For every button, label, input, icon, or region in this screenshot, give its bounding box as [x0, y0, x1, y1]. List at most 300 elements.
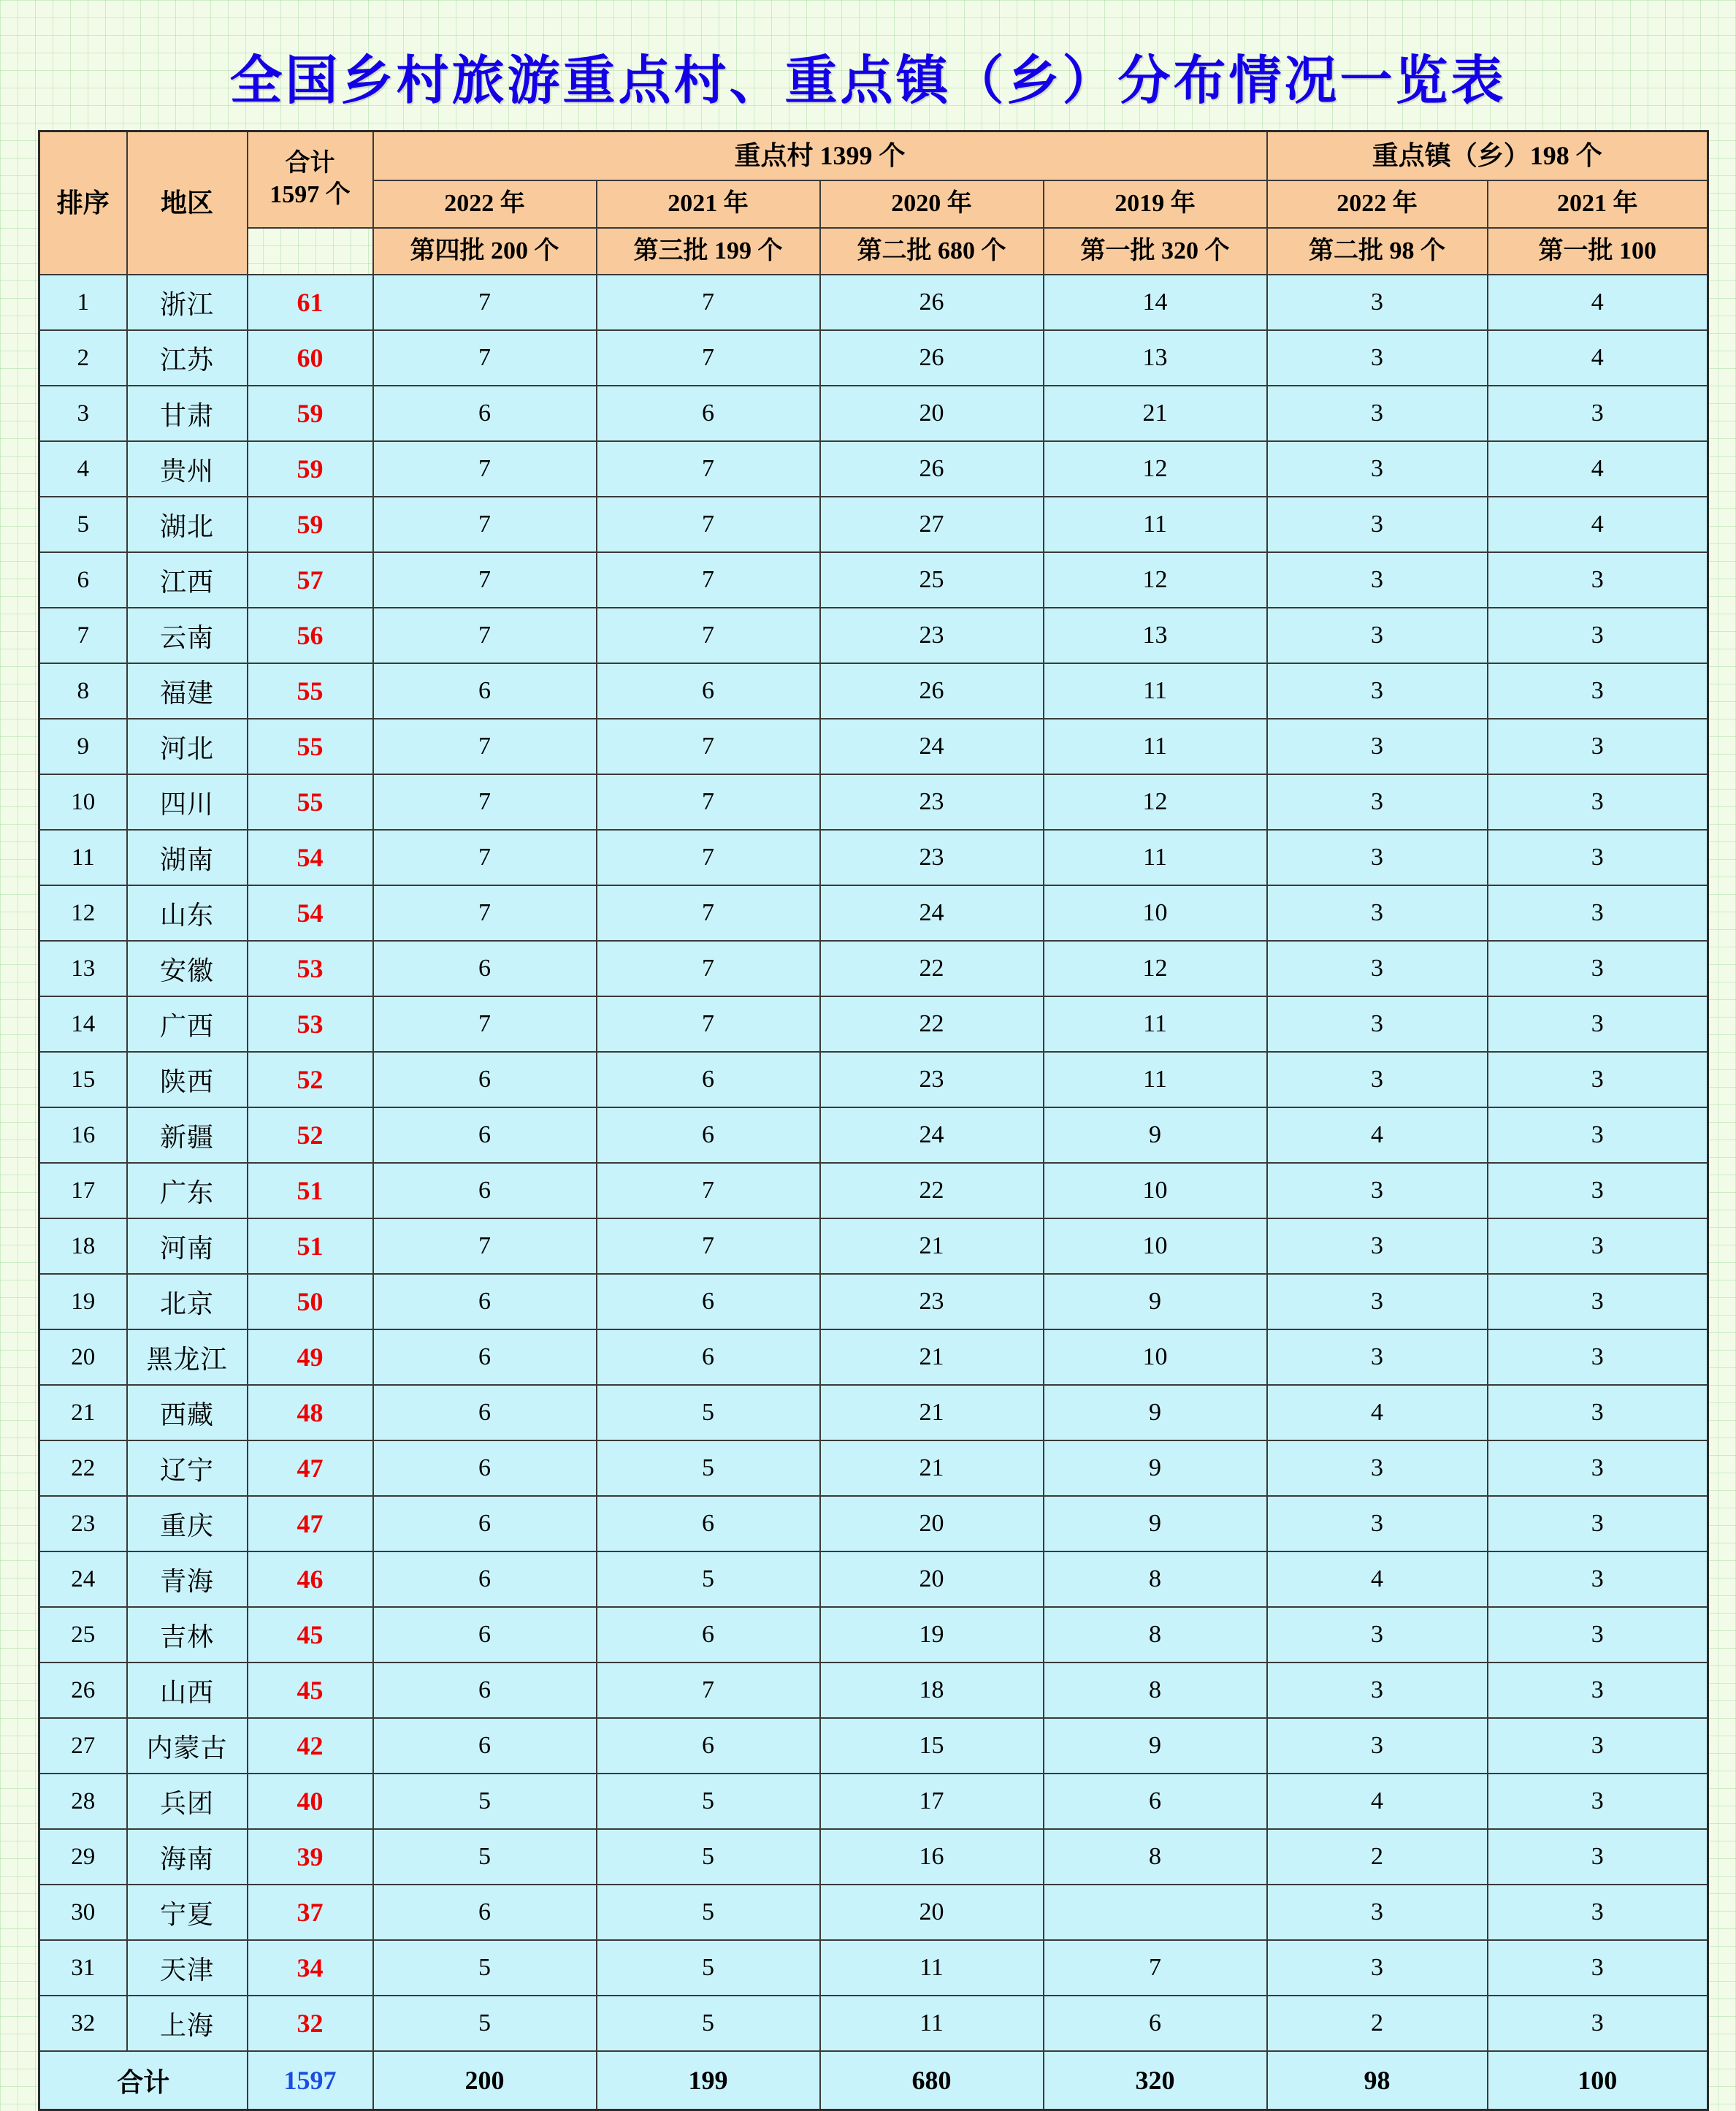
row-value-4: 4 — [1267, 1551, 1488, 1607]
row-index: 15 — [39, 1052, 127, 1107]
row-value-0: 7 — [373, 885, 597, 941]
row-value-2: 23 — [820, 1052, 1044, 1107]
footer-value-1: 199 — [597, 2051, 820, 2110]
row-value-5: 3 — [1488, 1440, 1708, 1496]
footer-row — [39, 2051, 1708, 2110]
row-index: 16 — [39, 1107, 127, 1163]
row-value-4: 3 — [1267, 552, 1488, 608]
row-value-2: 20 — [820, 1551, 1044, 1607]
header-year-2: 2020 年 — [820, 180, 1044, 228]
row-value-0: 6 — [373, 1440, 597, 1496]
row-value-3: 11 — [1044, 996, 1267, 1052]
row-value-0: 6 — [373, 1163, 597, 1218]
row-value-4: 3 — [1267, 830, 1488, 885]
row-value-5: 3 — [1488, 1940, 1708, 1996]
header-total-line2: 1597 个 — [269, 180, 351, 208]
row-value-2: 24 — [820, 719, 1044, 774]
header-total — [248, 131, 373, 228]
header-year-0: 2022 年 — [373, 180, 597, 228]
row-region: 山东 — [127, 885, 248, 941]
row-value-3: 13 — [1044, 608, 1267, 663]
row-value-2: 23 — [820, 774, 1044, 830]
row-value-1: 5 — [597, 1551, 820, 1607]
row-value-5: 3 — [1488, 1385, 1708, 1440]
row-region: 湖北 — [127, 497, 248, 552]
row-value-4: 3 — [1267, 275, 1488, 330]
header-batch-1: 第三批 199 个 — [597, 228, 820, 275]
row-value-5: 3 — [1488, 1718, 1708, 1774]
row-value-1: 6 — [597, 663, 820, 719]
row-value-0: 6 — [373, 1551, 597, 1607]
row-value-1: 5 — [597, 1829, 820, 1885]
row-total: 54 — [248, 885, 373, 941]
row-index: 20 — [39, 1329, 127, 1385]
row-index: 29 — [39, 1829, 127, 1885]
row-value-4: 3 — [1267, 1607, 1488, 1663]
row-value-4: 4 — [1267, 1107, 1488, 1163]
row-total: 37 — [248, 1885, 373, 1940]
row-index: 18 — [39, 1218, 127, 1274]
row-region: 广西 — [127, 996, 248, 1052]
row-value-4: 4 — [1267, 1385, 1488, 1440]
row-value-5: 3 — [1488, 1163, 1708, 1218]
footer-value-0: 200 — [373, 2051, 597, 2110]
table-row — [39, 1496, 1708, 1551]
row-total: 57 — [248, 552, 373, 608]
header-row-3 — [39, 228, 1708, 275]
row-region: 辽宁 — [127, 1440, 248, 1496]
row-index: 25 — [39, 1607, 127, 1663]
row-value-5: 3 — [1488, 830, 1708, 885]
row-value-1: 7 — [597, 941, 820, 996]
row-value-0: 6 — [373, 941, 597, 996]
row-value-5: 3 — [1488, 1829, 1708, 1885]
header-batch-3: 第一批 320 个 — [1044, 228, 1267, 275]
row-index: 27 — [39, 1718, 127, 1774]
row-region: 湖南 — [127, 830, 248, 885]
row-value-2: 25 — [820, 552, 1044, 608]
row-region: 海南 — [127, 1829, 248, 1885]
header-year-3: 2019 年 — [1044, 180, 1267, 228]
row-region: 江苏 — [127, 330, 248, 386]
row-value-2: 23 — [820, 830, 1044, 885]
row-region: 宁夏 — [127, 1885, 248, 1940]
row-value-1: 7 — [597, 1218, 820, 1274]
header-year-4: 2022 年 — [1267, 180, 1488, 228]
row-value-3: 11 — [1044, 1052, 1267, 1107]
table-row — [39, 1663, 1708, 1718]
row-value-0: 7 — [373, 275, 597, 330]
table-row — [39, 1163, 1708, 1218]
row-index: 7 — [39, 608, 127, 663]
row-value-2: 26 — [820, 663, 1044, 719]
row-value-2: 20 — [820, 1885, 1044, 1940]
row-value-3: 6 — [1044, 1996, 1267, 2051]
row-value-3: 10 — [1044, 1163, 1267, 1218]
table-row — [39, 1274, 1708, 1329]
row-value-0: 7 — [373, 608, 597, 663]
row-region: 北京 — [127, 1274, 248, 1329]
row-value-4: 3 — [1267, 1274, 1488, 1329]
row-value-5: 3 — [1488, 552, 1708, 608]
row-value-3: 11 — [1044, 830, 1267, 885]
row-value-1: 7 — [597, 552, 820, 608]
row-total: 47 — [248, 1496, 373, 1551]
row-value-4: 3 — [1267, 719, 1488, 774]
row-index: 9 — [39, 719, 127, 774]
row-value-1: 7 — [597, 441, 820, 497]
row-index: 31 — [39, 1940, 127, 1996]
row-value-1: 5 — [597, 1385, 820, 1440]
row-value-1: 6 — [597, 1607, 820, 1663]
row-value-4: 3 — [1267, 1218, 1488, 1274]
row-region: 云南 — [127, 608, 248, 663]
row-value-3: 9 — [1044, 1440, 1267, 1496]
row-value-4: 3 — [1267, 1440, 1488, 1496]
row-value-5: 3 — [1488, 608, 1708, 663]
table-row — [39, 885, 1708, 941]
row-value-3: 10 — [1044, 885, 1267, 941]
row-value-4: 2 — [1267, 1829, 1488, 1885]
table-row — [39, 1774, 1708, 1829]
row-region: 西藏 — [127, 1385, 248, 1440]
row-total: 48 — [248, 1385, 373, 1440]
row-value-0: 6 — [373, 1496, 597, 1551]
row-value-2: 15 — [820, 1718, 1044, 1774]
row-index: 13 — [39, 941, 127, 996]
row-value-2: 27 — [820, 497, 1044, 552]
row-value-5: 3 — [1488, 885, 1708, 941]
row-region: 福建 — [127, 663, 248, 719]
table-row — [39, 330, 1708, 386]
row-total: 51 — [248, 1218, 373, 1274]
table-footer — [39, 2051, 1708, 2110]
row-value-1: 6 — [597, 1274, 820, 1329]
table-row — [39, 1607, 1708, 1663]
header-row-1 — [39, 131, 1708, 181]
row-value-5: 3 — [1488, 1329, 1708, 1385]
row-total: 32 — [248, 1996, 373, 2051]
row-region: 上海 — [127, 1996, 248, 2051]
row-index: 32 — [39, 1996, 127, 2051]
row-region: 广东 — [127, 1163, 248, 1218]
row-value-5: 3 — [1488, 1607, 1708, 1663]
table-row — [39, 719, 1708, 774]
row-value-2: 21 — [820, 1440, 1044, 1496]
row-index: 17 — [39, 1163, 127, 1218]
row-value-1: 5 — [597, 1440, 820, 1496]
row-value-0: 6 — [373, 1329, 597, 1385]
row-index: 2 — [39, 330, 127, 386]
row-value-2: 20 — [820, 386, 1044, 441]
row-region: 四川 — [127, 774, 248, 830]
row-total: 50 — [248, 1274, 373, 1329]
row-value-0: 6 — [373, 1274, 597, 1329]
table-row — [39, 1107, 1708, 1163]
row-value-4: 3 — [1267, 885, 1488, 941]
row-value-3: 8 — [1044, 1829, 1267, 1885]
row-index: 21 — [39, 1385, 127, 1440]
row-value-2: 24 — [820, 885, 1044, 941]
header-year-5: 2021 年 — [1488, 180, 1708, 228]
row-value-4: 3 — [1267, 1496, 1488, 1551]
row-total: 59 — [248, 497, 373, 552]
table-row — [39, 1218, 1708, 1274]
row-value-0: 5 — [373, 1774, 597, 1829]
row-value-2: 19 — [820, 1607, 1044, 1663]
table-row — [39, 608, 1708, 663]
row-value-5: 4 — [1488, 497, 1708, 552]
row-total: 54 — [248, 830, 373, 885]
row-value-5: 4 — [1488, 441, 1708, 497]
row-index: 28 — [39, 1774, 127, 1829]
header-group-town: 重点镇（乡）198 个 — [1267, 131, 1708, 181]
row-index: 1 — [39, 275, 127, 330]
row-value-4: 3 — [1267, 608, 1488, 663]
row-region: 青海 — [127, 1551, 248, 1607]
row-value-3: 9 — [1044, 1496, 1267, 1551]
row-region: 兵团 — [127, 1774, 248, 1829]
row-value-3: 12 — [1044, 441, 1267, 497]
row-value-2: 26 — [820, 330, 1044, 386]
row-value-2: 22 — [820, 1163, 1044, 1218]
table-row — [39, 441, 1708, 497]
table-row — [39, 275, 1708, 330]
row-total: 60 — [248, 330, 373, 386]
row-index: 8 — [39, 663, 127, 719]
row-value-0: 7 — [373, 330, 597, 386]
row-total: 45 — [248, 1663, 373, 1718]
row-value-2: 16 — [820, 1829, 1044, 1885]
row-total: 52 — [248, 1107, 373, 1163]
row-index: 12 — [39, 885, 127, 941]
row-value-3: 10 — [1044, 1329, 1267, 1385]
row-value-4: 3 — [1267, 1663, 1488, 1718]
header-year-1: 2021 年 — [597, 180, 820, 228]
header-batch-2: 第二批 680 个 — [820, 228, 1044, 275]
row-value-0: 6 — [373, 1385, 597, 1440]
row-index: 22 — [39, 1440, 127, 1496]
row-value-3: 8 — [1044, 1663, 1267, 1718]
row-value-3: 12 — [1044, 552, 1267, 608]
row-total: 59 — [248, 386, 373, 441]
row-value-5: 3 — [1488, 1996, 1708, 2051]
row-value-1: 7 — [597, 830, 820, 885]
row-region: 山西 — [127, 1663, 248, 1718]
row-value-3: 21 — [1044, 386, 1267, 441]
row-value-2: 20 — [820, 1496, 1044, 1551]
table-body — [39, 275, 1708, 2051]
row-index: 26 — [39, 1663, 127, 1718]
row-value-2: 17 — [820, 1774, 1044, 1829]
row-value-1: 7 — [597, 885, 820, 941]
row-value-0: 7 — [373, 497, 597, 552]
row-region: 江西 — [127, 552, 248, 608]
row-total: 40 — [248, 1774, 373, 1829]
table-row — [39, 663, 1708, 719]
row-total: 61 — [248, 275, 373, 330]
row-value-3 — [1044, 1885, 1267, 1940]
row-value-0: 7 — [373, 830, 597, 885]
row-value-0: 5 — [373, 1829, 597, 1885]
row-value-1: 5 — [597, 1996, 820, 2051]
header-batch-5: 第一批 100 — [1488, 228, 1708, 275]
row-region: 河南 — [127, 1218, 248, 1274]
row-value-3: 11 — [1044, 663, 1267, 719]
row-index: 19 — [39, 1274, 127, 1329]
row-total: 45 — [248, 1607, 373, 1663]
row-value-1: 6 — [597, 1718, 820, 1774]
row-value-4: 3 — [1267, 1052, 1488, 1107]
row-total: 51 — [248, 1163, 373, 1218]
row-region: 甘肃 — [127, 386, 248, 441]
row-total: 56 — [248, 608, 373, 663]
header-region: 地区 — [127, 131, 248, 275]
row-index: 24 — [39, 1551, 127, 1607]
row-total: 52 — [248, 1052, 373, 1107]
row-value-2: 24 — [820, 1107, 1044, 1163]
row-region: 安徽 — [127, 941, 248, 996]
table-row — [39, 1052, 1708, 1107]
row-value-4: 3 — [1267, 1163, 1488, 1218]
row-value-0: 7 — [373, 719, 597, 774]
row-total: 46 — [248, 1551, 373, 1607]
row-value-3: 12 — [1044, 774, 1267, 830]
row-index: 30 — [39, 1885, 127, 1940]
row-value-1: 6 — [597, 1107, 820, 1163]
row-value-5: 3 — [1488, 1774, 1708, 1829]
row-value-0: 6 — [373, 1885, 597, 1940]
row-value-5: 3 — [1488, 941, 1708, 996]
row-value-2: 21 — [820, 1218, 1044, 1274]
row-value-3: 11 — [1044, 497, 1267, 552]
row-value-0: 5 — [373, 1940, 597, 1996]
table-row — [39, 1829, 1708, 1885]
table-row — [39, 386, 1708, 441]
header-batch-0: 第四批 200 个 — [373, 228, 597, 275]
footer-value-4: 98 — [1267, 2051, 1488, 2110]
row-value-5: 3 — [1488, 774, 1708, 830]
row-total: 53 — [248, 996, 373, 1052]
row-index: 11 — [39, 830, 127, 885]
row-value-1: 6 — [597, 386, 820, 441]
row-value-0: 7 — [373, 552, 597, 608]
row-value-4: 3 — [1267, 441, 1488, 497]
footer-label: 合计 — [39, 2051, 248, 2110]
table-row — [39, 830, 1708, 885]
row-value-1: 5 — [597, 1774, 820, 1829]
footer-value-5: 100 — [1488, 2051, 1708, 2110]
row-value-5: 3 — [1488, 719, 1708, 774]
row-value-2: 23 — [820, 608, 1044, 663]
row-value-4: 3 — [1267, 996, 1488, 1052]
row-value-3: 12 — [1044, 941, 1267, 996]
row-value-5: 3 — [1488, 1663, 1708, 1718]
table-row — [39, 1440, 1708, 1496]
row-region: 贵州 — [127, 441, 248, 497]
footer-value-2: 680 — [820, 2051, 1044, 2110]
footer-grand-total: 1597 — [248, 2051, 373, 2110]
header-total-line1: 合计 — [285, 150, 335, 177]
row-value-1: 7 — [597, 719, 820, 774]
row-value-0: 7 — [373, 996, 597, 1052]
row-index: 4 — [39, 441, 127, 497]
row-value-1: 5 — [597, 1940, 820, 1996]
row-total: 55 — [248, 663, 373, 719]
row-value-1: 7 — [597, 497, 820, 552]
row-region: 重庆 — [127, 1496, 248, 1551]
row-value-0: 7 — [373, 1218, 597, 1274]
row-value-4: 3 — [1267, 1718, 1488, 1774]
header-index: 排序 — [39, 131, 127, 275]
footer-value-3: 320 — [1044, 2051, 1267, 2110]
row-total: 59 — [248, 441, 373, 497]
row-value-5: 3 — [1488, 1107, 1708, 1163]
row-index: 23 — [39, 1496, 127, 1551]
row-region: 内蒙古 — [127, 1718, 248, 1774]
row-value-3: 10 — [1044, 1218, 1267, 1274]
row-value-4: 3 — [1267, 941, 1488, 996]
row-value-2: 26 — [820, 441, 1044, 497]
row-region: 浙江 — [127, 275, 248, 330]
row-value-3: 14 — [1044, 275, 1267, 330]
table-row — [39, 497, 1708, 552]
row-value-5: 3 — [1488, 1274, 1708, 1329]
row-value-0: 6 — [373, 386, 597, 441]
row-total: 55 — [248, 774, 373, 830]
row-value-5: 3 — [1488, 996, 1708, 1052]
row-value-2: 21 — [820, 1329, 1044, 1385]
row-value-4: 3 — [1267, 1885, 1488, 1940]
row-region: 天津 — [127, 1940, 248, 1996]
row-value-4: 3 — [1267, 1940, 1488, 1996]
row-value-3: 9 — [1044, 1718, 1267, 1774]
row-value-4: 3 — [1267, 386, 1488, 441]
header-group-village: 重点村 1399 个 — [373, 131, 1267, 181]
row-total: 53 — [248, 941, 373, 996]
row-value-1: 6 — [597, 1329, 820, 1385]
row-value-3: 9 — [1044, 1107, 1267, 1163]
row-value-5: 3 — [1488, 386, 1708, 441]
row-value-5: 3 — [1488, 1218, 1708, 1274]
row-total: 49 — [248, 1329, 373, 1385]
row-value-1: 6 — [597, 1052, 820, 1107]
row-value-0: 6 — [373, 1107, 597, 1163]
row-value-3: 13 — [1044, 330, 1267, 386]
row-value-3: 7 — [1044, 1940, 1267, 1996]
row-value-5: 3 — [1488, 663, 1708, 719]
row-value-3: 11 — [1044, 719, 1267, 774]
distribution-table — [38, 130, 1709, 2111]
row-index: 14 — [39, 996, 127, 1052]
row-value-5: 4 — [1488, 330, 1708, 386]
row-total: 55 — [248, 719, 373, 774]
table-row — [39, 1385, 1708, 1440]
row-value-0: 7 — [373, 441, 597, 497]
table-row — [39, 1718, 1708, 1774]
row-value-3: 9 — [1044, 1274, 1267, 1329]
row-total: 39 — [248, 1829, 373, 1885]
row-value-2: 26 — [820, 275, 1044, 330]
row-value-0: 6 — [373, 1052, 597, 1107]
row-value-5: 3 — [1488, 1551, 1708, 1607]
row-region: 吉林 — [127, 1607, 248, 1663]
table-row — [39, 1329, 1708, 1385]
row-region: 黑龙江 — [127, 1329, 248, 1385]
row-total: 34 — [248, 1940, 373, 1996]
table-container — [0, 130, 1736, 2111]
row-value-4: 4 — [1267, 1774, 1488, 1829]
